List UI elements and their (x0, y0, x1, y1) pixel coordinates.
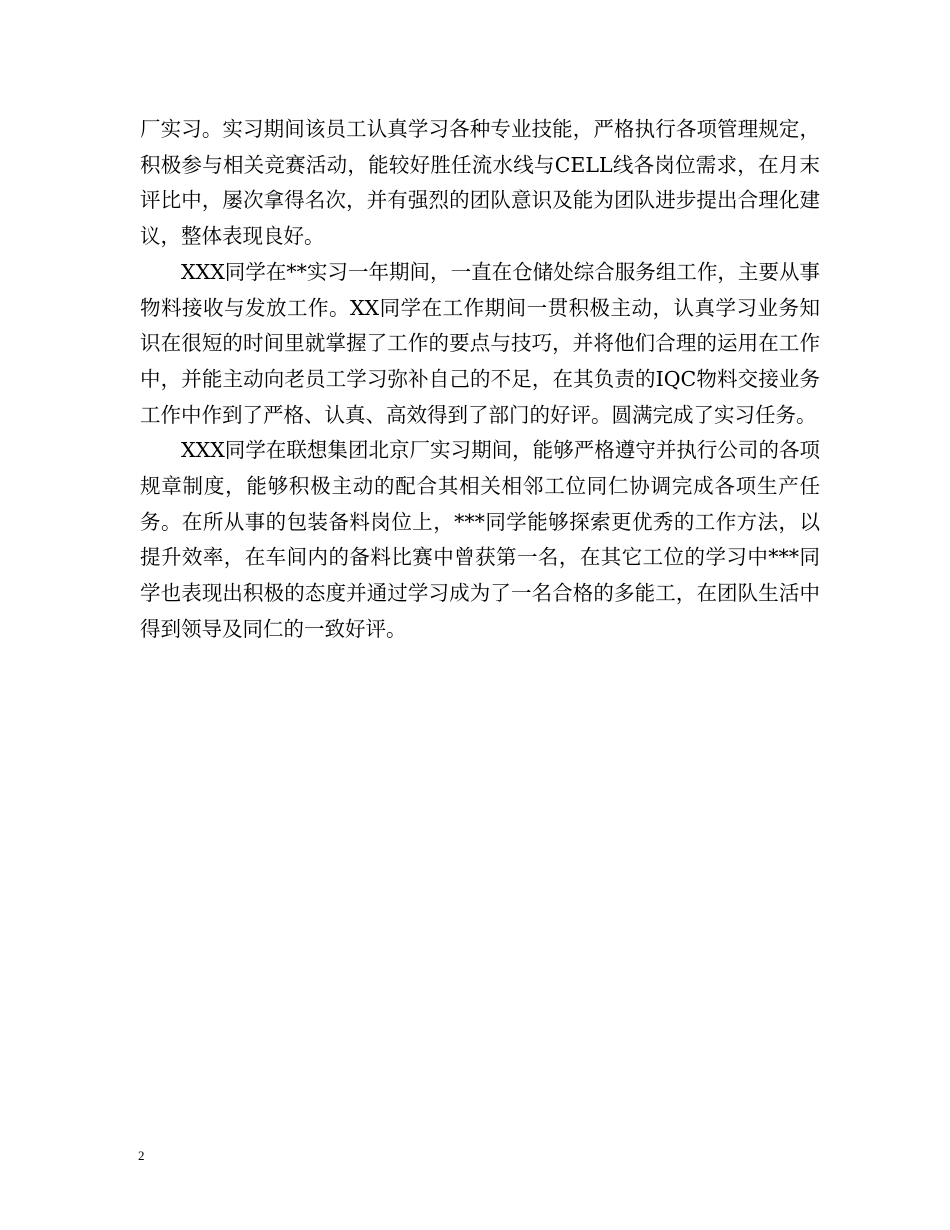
paragraph-3: XXX同学在联想集团北京厂实习期间，能够严格遵守并执行公司的各项规章制度，能够积极主动的配合其相关相邻工位同仁协调完成各项生产任务。在所从事的包装备料岗位上，***同学能够探索更优秀的工作方法，以提升效率，在车间内的备料比赛中曾获第一名，在其它工位的学习中***同学也表现出积极的态度并通过学习成为了一名合格的多能工，在团队生活中得到领导及同仁的一致好评。 (140, 438, 820, 641)
paragraph-1: 厂实习。实习期间该员工认真学习各种专业技能，严格执行各项管理规定，积极参与相关竞赛活动，能较好胜任流水线与CELL线各岗位需求，在月末评比中，屡次拿得名次，并有强烈的团队意识及能为团队进步提出合理化建议，整体表现良好。 (140, 117, 820, 249)
page-number: 2 (138, 1148, 145, 1163)
document-body (140, 112, 820, 648)
paragraph-2: XXX同学在**实习一年期间，一直在仓储处综合服务组工作，主要从事物料接收与发放工作。XX同学在工作期间一贯积极主动，认真学习业务知识在很短的时间里就掌握了工作的要点与技巧，并将他们合理的运用在工作中，并能主动向老员工学习弥补自己的不足，在其负责的IQC物料交接业务工作中作到了严格、认真、高效得到了部门的好评。圆满完成了实习任务。 (140, 259, 820, 427)
